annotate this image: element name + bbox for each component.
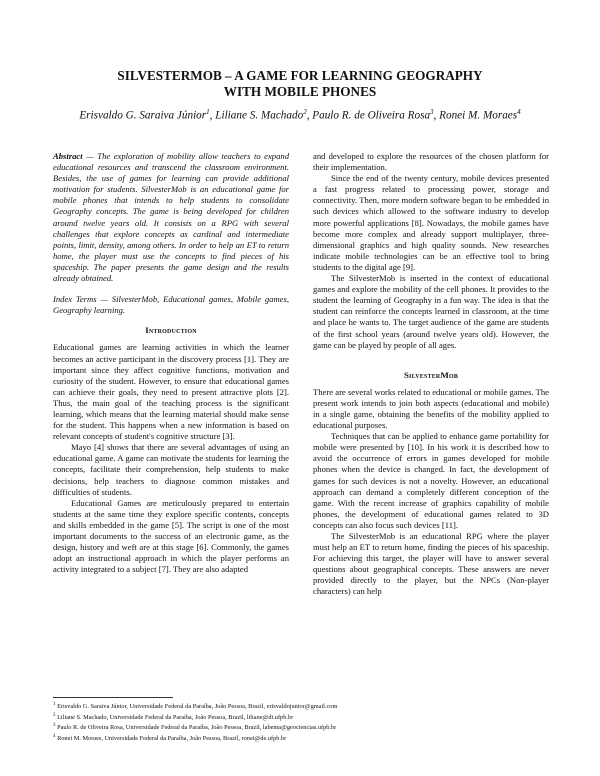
footnote-divider xyxy=(53,697,173,698)
paper-title xyxy=(60,68,540,100)
author-name: Paulo R. de Oliveira Rosa xyxy=(312,109,431,122)
paragraph: The SilvesterMob is inserted in the context of educational games and explore the mobility of the cell phones. It provides to the student the learning of Geography in a fun way. The idea is that the student can reinforce the concepts learned in classroom, at the time and place he wants to. The target audience of the game are students of the first school years (around twelve years old). However, the game can be played by people of all ages. xyxy=(313,273,549,350)
footnote-mark: 3 xyxy=(53,723,56,729)
paragraph: There are several works related to educational or mobile games. The present work intends to join both aspects (educational and mobile) in a single game, obtaining the benefits of the mobility applied to educational purposes. xyxy=(313,386,549,431)
author-list: Erisvaldo G. Saraiva Júnior$^1$, Liliane S. Machado$^2$, Paulo R. de Oliveira Rosa$^3$, Ronei M. Moraes$^4$ xyxy=(79,108,521,122)
footnote xyxy=(53,733,553,744)
footnote-text: Liliane S. Machado, Universidade Federal da Paraíba, João Pessoa, Brazil, liliane@di.ufpb.br xyxy=(57,713,294,721)
abstract xyxy=(53,151,289,284)
author-name: Liliane S. Machado xyxy=(215,109,304,122)
paragraph: and developed to explore the resources of the chosen platform for their implementation. xyxy=(313,151,549,173)
paragraph: Educational Games are meticulously prepared to entertain students at the same time they explore specific contents, concepts and skills embedded in the game [5]. The script is one of the most important documents to the success of an electronic game, as the design, history and weft are at this stage [6]. Commonly, the games adopt an instructional approach in which the player performs an activity integrated to a subject [7]. They are also adapted xyxy=(53,497,289,575)
left-column xyxy=(53,151,289,575)
section-heading-silvestermob: SilvesterMob xyxy=(403,369,459,380)
section-spacer xyxy=(313,351,549,361)
footnote-text: Ronei M. Moraes, Universidade Federal da Paraíba, João Pessoa, Brazil, ronei@de.ufpb.br xyxy=(57,735,287,743)
footnote-text: Erisvaldo G. Saraiva Júnior, Universidade Federal da Paraíba, João Pessoa, Brazil, erisvaldojunior@gmail.com xyxy=(57,703,338,711)
footnotes xyxy=(53,701,553,744)
section-heading-introduction: Introduction xyxy=(145,325,197,336)
abstract-text: — The exploration of mobility allow teachers to expand educational resources and transcend the classroom environment. Besides, the use of games for learning can provide additional motivation for students. SilvesterMob is an educational game for mobile phones that intends to help students to consolidate Geography concepts. The game is being developed for children around twelve years old. It consists on a RPG with several challenges that explore concepts as cardinal and intermediate points, limit, density, among others. In order to help an ET to return home, the player must use the concepts to find pieces of his spaceship. The paper presents the game design and the results already obtained. xyxy=(53,151,289,284)
footnote xyxy=(53,701,553,712)
author-name: Ronei M. Moraes xyxy=(439,109,518,122)
author-name: Erisvaldo G. Saraiva Júnior xyxy=(79,109,207,122)
index-terms: Index Terms — SilvesterMob, Educational games, Mobile games, Geography learning. xyxy=(53,294,289,316)
footnote-text: Paulo R. de Oliveira Rosa, Universidade Federal da Paraíba, João Pessoa, Brazil, labema@geociencias.ufpb.br xyxy=(57,724,337,732)
paragraph: Since the end of the twenty century, mobile devices presented a fast progress related to processing power, storage and connectivity. Then, more modern software began to be embedded in such devices which allowed to the software industry to develop more powerful applications [8]. Nowadays, the mobile games have become more complex and already support multiplayer, three-dimensional graphics and high quality sounds. New researches indicate mobile technologies can be an effective tool to bring students to the digital age [9]. xyxy=(313,173,549,272)
author-mark: 1 xyxy=(206,108,210,116)
footnote-mark: 4 xyxy=(53,734,56,740)
author-mark: 4 xyxy=(517,108,521,116)
abstract-label: Abstract xyxy=(53,151,83,161)
footnote xyxy=(53,722,553,733)
paragraph: Educational games are learning activities in which the learner becomes an active participant in the discovery process [1]. They are important since they affect cognitive functions, motivation and curiosity of the student. However, to ensure that educational games can achieve their goals, they need to present attractive plots [2]. Thus, the main goal of the teaching process is the significant learning, which means that the learning material should make sense for the student. This happens when a new information is based on relevant concepts of student's cognitive structure [3]. xyxy=(53,342,289,442)
title-line-1: SILVESTERMOB – A GAME FOR LEARNING GEOGRAPHY xyxy=(117,68,483,83)
paragraph: Techniques that can be applied to enhance game portability for mobile were presented by [10]. In his work it is described how to avoid the occurrence of errors in games developed for mobile phones when the device is changed. In fact, the development of games for such devices is not a novelty. However, an educational approach can demand a completely different conception of the game. With the recent increase of graphics capability of mobile phones, the development of educational games related to 3D concepts can also focus such devices [11]. xyxy=(313,431,549,530)
right-column xyxy=(313,151,549,598)
paragraph: The SilvesterMob is an educational RPG where the player must help an ET to return home, finding the pieces of his spaceship. For achieving this target, the player will have to answer several questions about geographical concepts. These answers are never provided directly to the player, but the NPCs (Non-player characters) can help xyxy=(313,531,549,597)
paragraph: Mayo [4] shows that there are several advantages of using an educational game. A game can motivate the students for learning the concepts, facilitate their comprehension, help students to make decisions, help teachers to diagnose common mistakes and difficulties of students. xyxy=(53,442,289,497)
author-mark: 2 xyxy=(303,108,307,116)
footnote-mark: 1 xyxy=(53,702,56,707)
author-mark: 3 xyxy=(430,108,434,116)
title-line-2: WITH MOBILE PHONES xyxy=(223,84,377,99)
footnote xyxy=(53,712,553,723)
footnote-mark: 2 xyxy=(53,712,56,718)
